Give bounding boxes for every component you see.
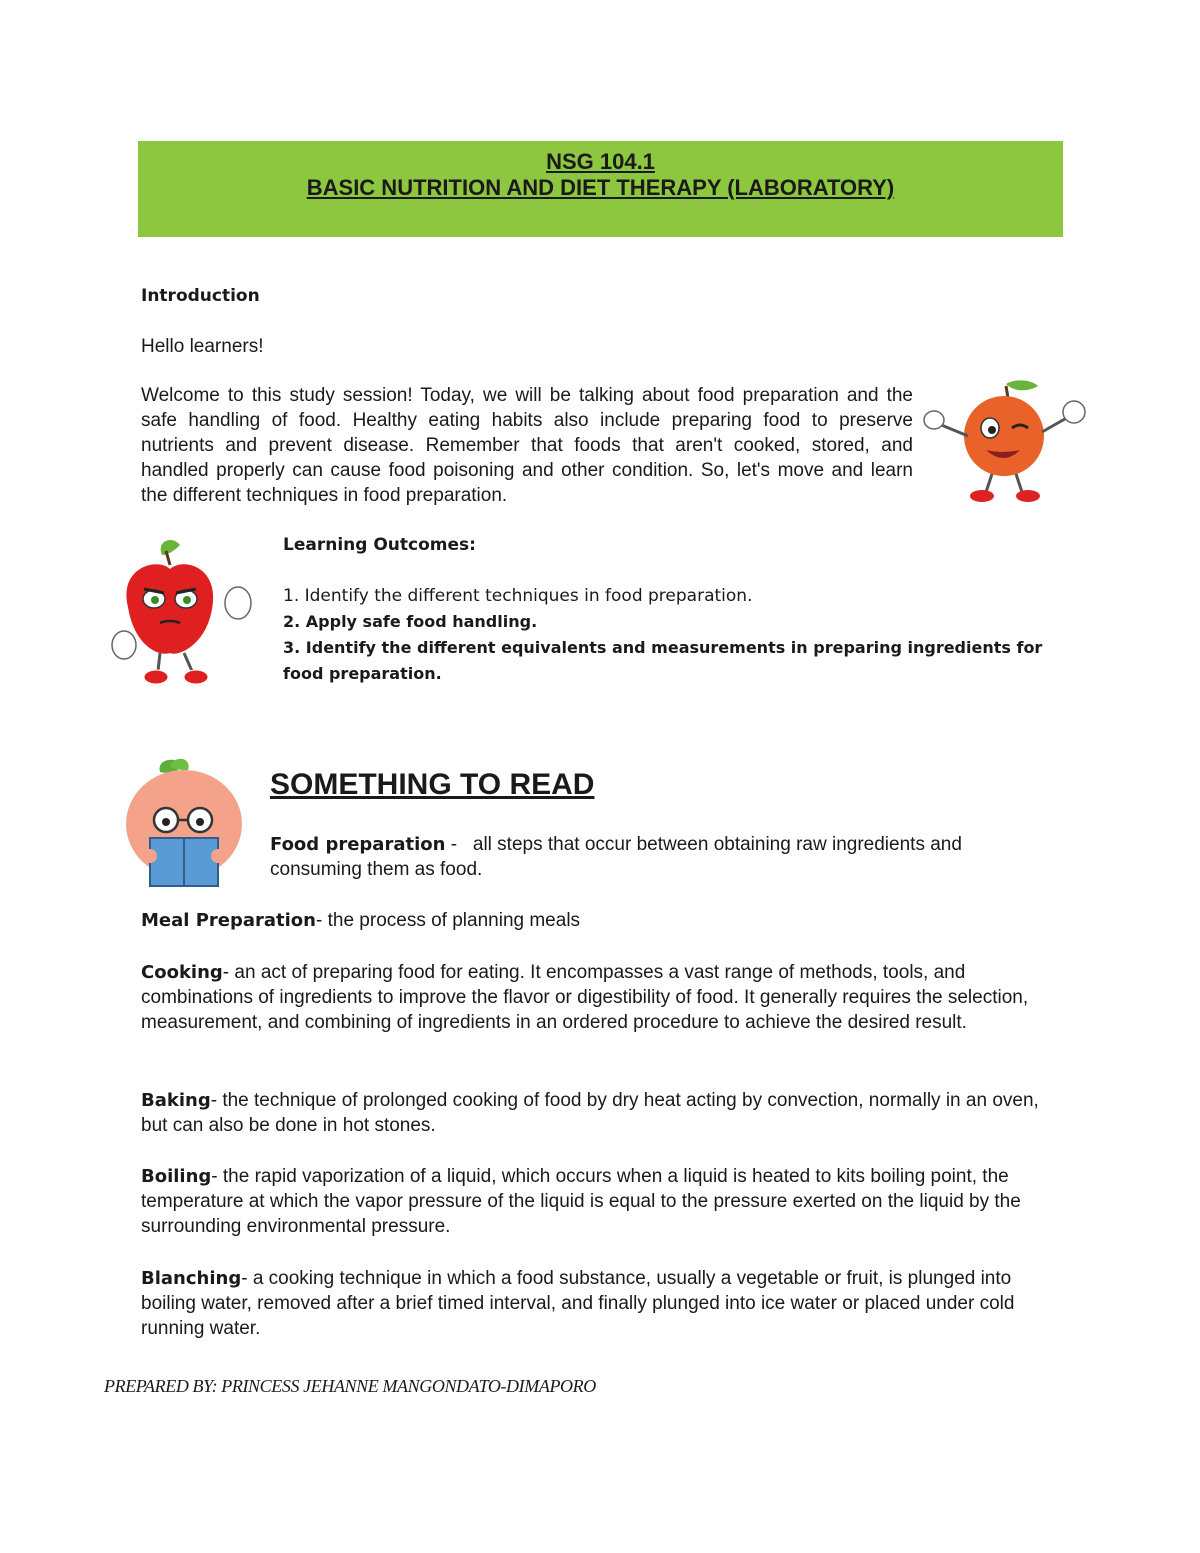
term-separator: - [222, 962, 235, 983]
term-label: Baking [141, 1090, 211, 1111]
definition-baking [141, 1088, 1056, 1138]
section-title: SOMETHING TO READ [270, 768, 595, 801]
term-definition: all steps that occur between obtaining raw ingredients and consuming them as food. [270, 834, 962, 880]
learning-outcome-item: 2. Apply safe food handling. [283, 612, 538, 631]
term-label: Blanching [141, 1268, 242, 1289]
definition-meal-preparation [141, 908, 1056, 933]
term-separator: - [211, 1166, 223, 1187]
term-label: Boiling [141, 1166, 212, 1187]
course-title: BASIC NUTRITION AND DIET THERAPY (LABORATORY) [306, 175, 895, 200]
course-header-banner [138, 141, 1063, 237]
definition-cooking [141, 960, 1056, 1035]
greeting-text: Hello learners! [141, 336, 264, 357]
prepared-by-footer: PREPARED BY: PRINCESS JEHANNE MANGONDATO-DIMAPORO [104, 1376, 596, 1396]
welcome-paragraph: Welcome to this study session! Today, we will be talking about food preparation and the safe handling of food. Healthy eating habits also include preparing food to preserve nutrients and prevent disease. Remember that foods that aren't cooked, stored, and handled properly can cause food poisoning and other condition. So, let's move and learn the different techniques in food preparation. [141, 385, 913, 506]
term-definition: the rapid vaporization of a liquid, which occurs when a liquid is heated to kits boiling point, the temperature at which the vapor pressure of the liquid is equal to the pressure exerted on the liquid by the surrounding environmental pressure. [141, 1166, 1021, 1237]
thumbs-up-apple-mascot-image [108, 537, 273, 689]
term-separator: - [316, 910, 328, 931]
waving-orange-mascot-image [920, 378, 1092, 508]
learning-outcomes-heading: Learning Outcomes: [283, 535, 476, 555]
definition-food-preparation [270, 832, 1050, 882]
term-label: Cooking [141, 962, 223, 983]
term-separator: - [445, 834, 473, 855]
term-separator: - [210, 1090, 223, 1111]
definition-boiling [141, 1164, 1056, 1239]
definition-blanching [141, 1266, 1056, 1341]
term-definition: a cooking technique in which a food substance, usually a vegetable or fruit, is plunged into boiling water, removed after a brief timed interval, and finally plunged into ice water or placed under cold running water. [141, 1268, 1015, 1339]
term-label: Meal Preparation [141, 910, 316, 931]
introduction-heading: Introduction [141, 286, 260, 306]
term-label: Food preparation [270, 834, 446, 855]
term-separator: - [241, 1268, 253, 1289]
learning-outcome-item: 3. Identify the different equivalents and measurements in preparing ingredients for food preparation. [283, 638, 1043, 683]
reading-peach-mascot-image [120, 752, 255, 892]
term-definition: the technique of prolonged cooking of food by dry heat acting by convection, normally in an oven, but can also be done in hot stones. [141, 1090, 1039, 1136]
course-code: NSG 104.1 [546, 149, 655, 174]
learning-outcome-item: 1. Identify the different techniques in food preparation. [283, 586, 753, 606]
term-definition: the process of planning meals [327, 910, 581, 931]
term-definition: an act of preparing food for eating. It encompasses a vast range of methods, tools, and combinations of ingredients to improve the flavor or digestibility of food. It generally requires the selection, measurement, and combining of ingredients in an ordered procedure to achieve the desired result. [141, 962, 1029, 1033]
learning-outcomes-list [283, 583, 1073, 687]
